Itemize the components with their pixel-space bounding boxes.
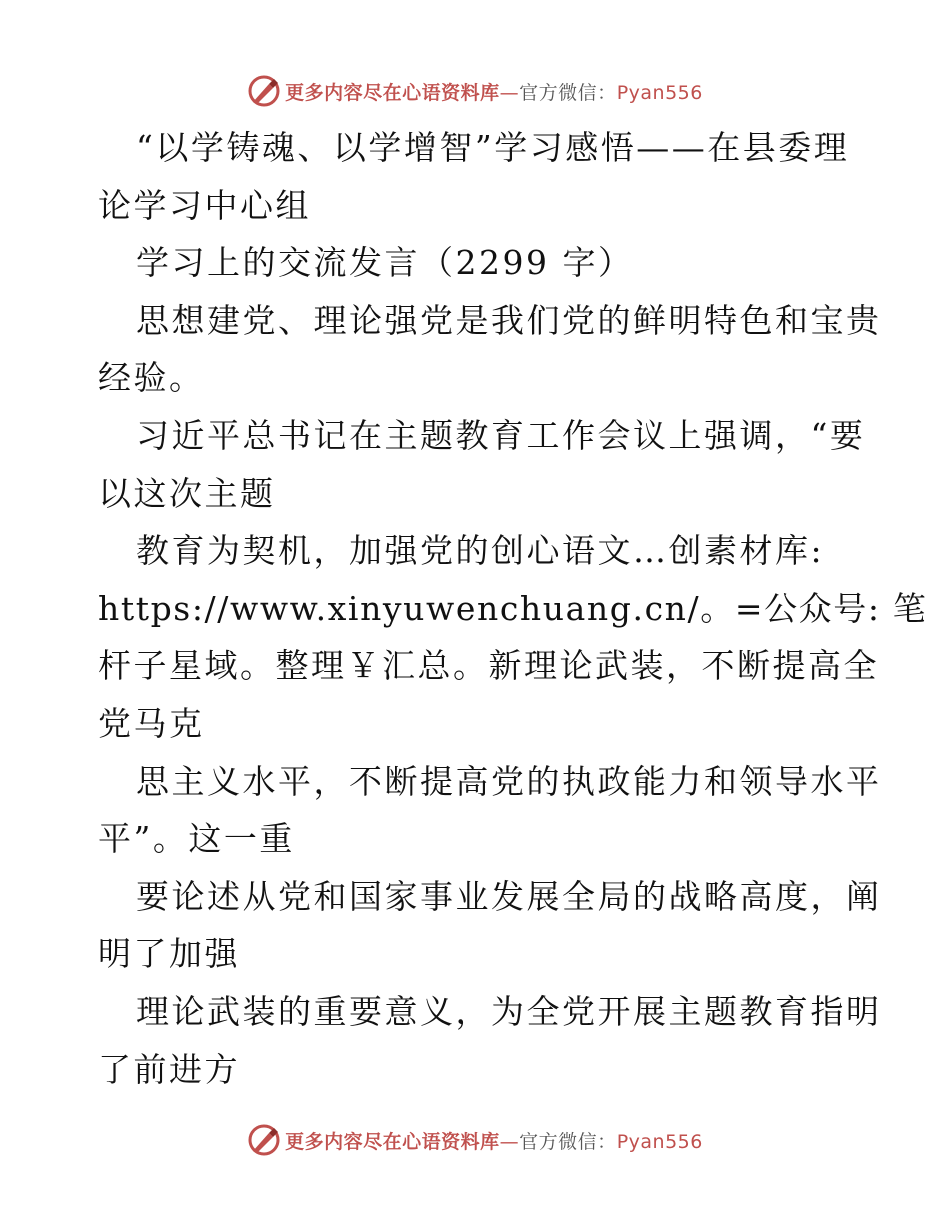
doc-line: 习近平总书记在主题教育工作会议上强调，“要 xyxy=(136,415,866,455)
banner-brand: 更多内容尽在心语资料库 xyxy=(285,81,500,104)
banner-text xyxy=(285,1127,703,1154)
pen-logo-icon xyxy=(247,1123,281,1157)
document-body xyxy=(98,119,928,1098)
banner-wechat-id: Pyan556 xyxy=(616,1130,703,1153)
doc-line: 党马克 xyxy=(98,703,205,743)
banner-separator: — xyxy=(499,1130,520,1153)
banner-wechat-label: 官方微信： xyxy=(519,1130,617,1153)
doc-line: 平”。这一重 xyxy=(98,819,295,859)
doc-line: 经验。 xyxy=(98,358,205,398)
doc-line: 思主义水平，不断提高党的执政能力和领导水平 xyxy=(136,761,882,801)
doc-line: 论学习中心组 xyxy=(98,185,311,225)
banner-separator: — xyxy=(499,81,520,104)
doc-line: 学习上的交流发言（2299 字） xyxy=(136,243,634,283)
banner-wechat-id: Pyan556 xyxy=(616,81,703,104)
doc-line: https://www.xinyuwenchuang.cn/。=公众号: 笔 xyxy=(98,588,928,628)
footer-banner xyxy=(0,1120,950,1160)
doc-line: 杆子星域。整理￥汇总。新理论武装，不断提高全 xyxy=(98,646,879,686)
doc-line: 明了加强 xyxy=(98,934,240,974)
doc-line: 思想建党、理论强党是我们党的鲜明特色和宝贵 xyxy=(136,300,882,340)
header-banner xyxy=(0,71,950,111)
doc-line: 理论武装的重要意义，为全党开展主题教育指明 xyxy=(136,991,882,1031)
banner-brand: 更多内容尽在心语资料库 xyxy=(285,1130,500,1153)
doc-line: “以学铸魂、以学增智”学习感悟——在县委理 xyxy=(136,128,850,167)
doc-line: 以这次主题 xyxy=(98,473,276,513)
banner-text xyxy=(285,78,703,105)
doc-line: 了前进方 xyxy=(98,1049,240,1089)
pen-logo-icon xyxy=(247,74,281,108)
doc-line: 教育为契机，加强党的创心语文…创素材库: xyxy=(136,531,825,571)
doc-line: 要论述从党和国家事业发展全局的战略高度，阐 xyxy=(136,876,882,916)
banner-wechat-label: 官方微信： xyxy=(519,81,617,104)
